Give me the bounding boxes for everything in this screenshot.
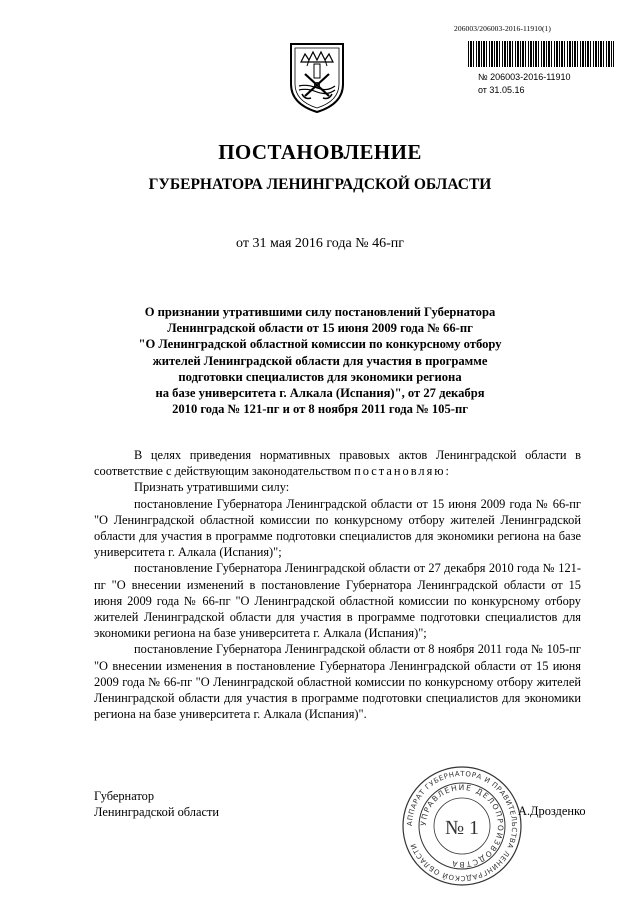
repealed-item: постановление Губернатора Ленинградской области от 8 ноября 2011 года № 105-пг "О внесении изменения в постановление Губернатора Ленинградской области от 15 июня 2009 года № 66-пг "О Ленинградской областной комиссии по конкурсному отбору жителей Ленинградской области для участия в программе подготовки специалистов для экономики региона на базе университета г. Алкала (Испания)". <box>94 642 581 722</box>
subject-line: 2010 года № 121-пг и от 8 ноября 2011 года № 105-пг <box>172 402 468 417</box>
top-reference-number: 206003/206003-2016-11910(1) <box>454 24 551 33</box>
repealed-item: постановление Губернатора Ленинградской области от 15 июня 2009 года № 66-пг "О Ленинградской областной комиссии по конкурсному отбору жителей Ленинградской области для участия в программе подготовки специалистов для экономики региона на базе университета г. Алкала (Испания)"; <box>94 496 581 560</box>
recognize-paragraph: Признать утратившими силу: <box>134 480 290 495</box>
preamble-text: В целях приведения нормативных правовых актов Ленинградской области в соответствие с действующим законодательством <box>94 448 581 479</box>
stamp-inner-text: УПРАВЛЕНИЕ ДЕЛОПРОИЗВОДСТВА <box>418 782 506 870</box>
subject-line: подготовки специалистов для экономики региона <box>178 369 462 384</box>
coat-of-arms-icon <box>287 40 347 114</box>
stamp-ring-text: АППАРАТ ГУБЕРНАТОРА И ПРАВИТЕЛЬСТВА ЛЕНИНГРАДСКОЙ ОБЛАСТИ <box>405 769 519 883</box>
stamp-number: № 1 <box>444 817 480 839</box>
signatory-position <box>94 788 219 821</box>
signatory-position-line: Губернатор <box>94 789 155 803</box>
subject-line: Ленинградской области от 15 июня 2009 года № 66-пг <box>167 321 473 336</box>
barcode <box>468 41 614 67</box>
document-author-heading: ГУБЕРНАТОРА ЛЕНИНГРАДСКОЙ ОБЛАСТИ <box>148 176 492 193</box>
document-body <box>94 447 581 722</box>
subject-line: О признании утратившими силу постановлений Губернатора <box>144 305 496 319</box>
decree-word: постановляю: <box>354 464 451 479</box>
subject-line: жителей Ленинградской области для участия в программе <box>152 353 488 368</box>
document-type-heading: ПОСТАНОВЛЕНИЕ <box>218 140 422 164</box>
signatory-position-line: Ленинградской области <box>94 805 220 820</box>
document-date-number: от 31 мая 2016 года № 46-пг <box>236 236 404 251</box>
preamble-paragraph <box>94 447 581 479</box>
registration-date: от 31.05.16 <box>478 85 525 95</box>
subject-line: на базе университета г. Алкала (Испания)", от 27 декабря <box>155 386 485 401</box>
repealed-item: постановление Губернатора Ленинградской области от 27 декабря 2010 года № 121-пг "О внесении изменений в постановление Губернатора Ленинградской области от 15 июня 2009 года № 66-пг "О Ленинградской областной комиссии по конкурсному отбору жителей Ленинградской области для участия в программе подготовки специалистов для экономики региона на базе университета г. Алкала (Испания)"; <box>94 561 581 641</box>
office-stamp <box>400 764 524 888</box>
subject-line: "О Ленинградской областной комиссии по конкурсному отбору <box>138 337 502 352</box>
document-subject <box>120 304 520 417</box>
registration-number: № 206003-2016-11910 <box>478 72 571 82</box>
signatory-name: А.Дрозденко <box>518 804 586 818</box>
